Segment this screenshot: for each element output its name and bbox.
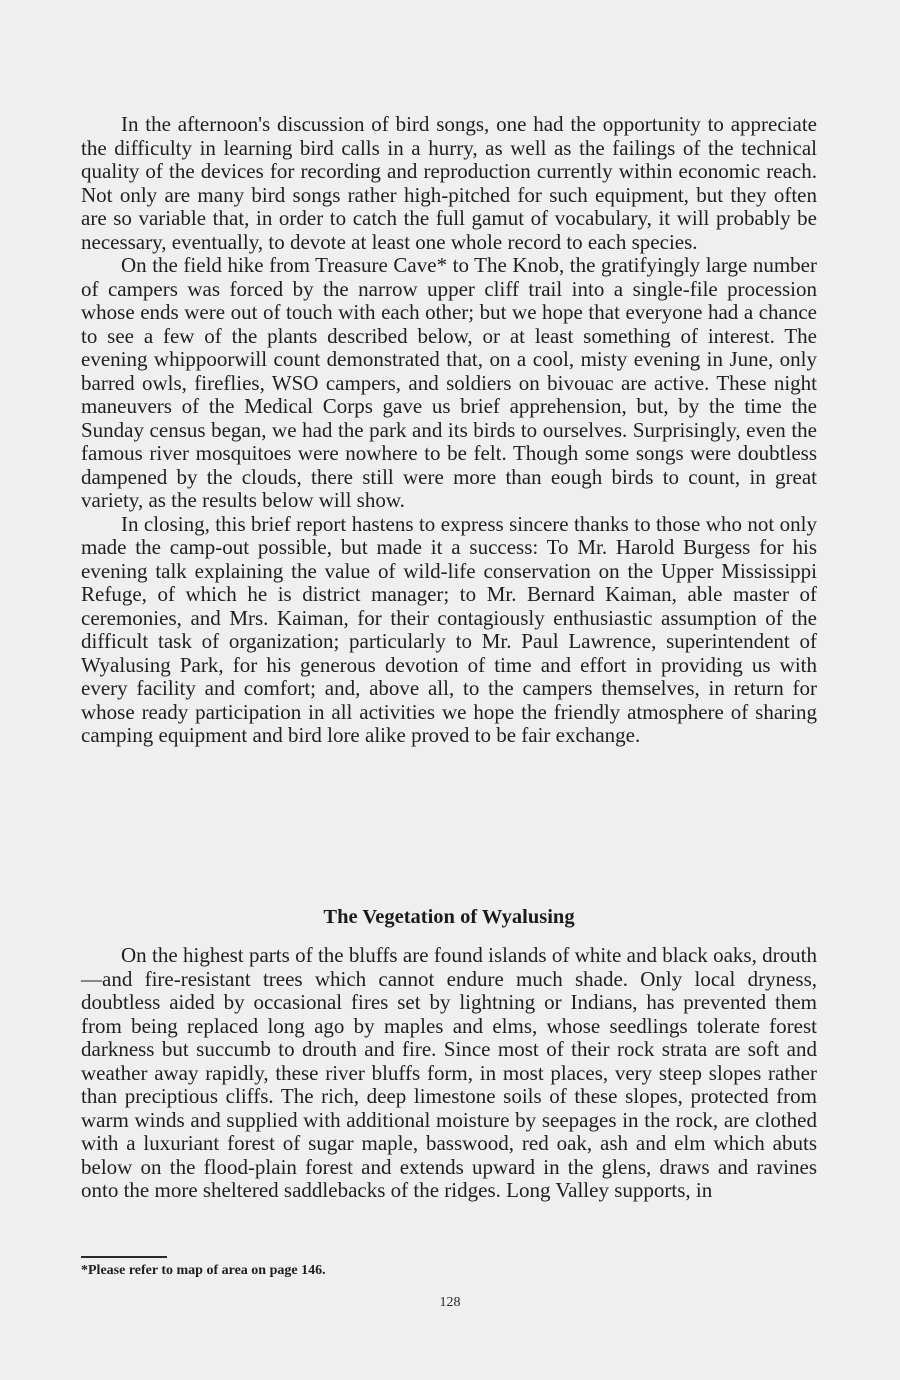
footnote-divider	[81, 1256, 167, 1258]
section-heading: The Vegetation of Wyalusing	[323, 906, 575, 928]
paragraph-vegetation: On the highest parts of the bluffs are found islands of white and black oaks, drouth—and fire-resistant trees which cannot endure much shade. Only local dryness, doubtless aided by occasional fires set by lightning or Indians, has prevented them from being replaced long ago by maples and elms, whose seedlings tolerate forest darkness but succumb to drouth and fire. Since most of their rock strata are soft and weather away rapidly, these river bluffs form, in most places, very steep slopes rather than preciptious cliffs. The rich, deep limestone soils of these slopes, protected from warm winds and supplied with additional moisture by seepages in the rock, are clothed with a luxuriant forest of sugar maple, basswood, red oak, ash and elm which abuts below on the flood-plain forest and extends upward in the glens, draws and ravines onto the more sheltered saddlebacks of the ridges. Long Valley supports, in	[81, 943, 817, 1202]
body-text-before-heading	[81, 113, 817, 748]
paragraph-field-hike: On the field hike from Treasure Cave* to The Knob, the gratifyingly large number of campers was forced by the narrow upper cliff trail into a single-file procession whose ends were out of touch with each other; but we hope that everyone had a chance to see a few of the plants described below, or at least something of interest. The evening whippoorwill count demonstrated that, on a cool, misty evening in June, only barred owls, fireflies, WSO campers, and soldiers on bivouac are active. These night maneuvers of the Medical Corps gave us brief apprehension, but, by the time the Sunday census began, we had the park and its birds to ourselves. Surprisingly, even the famous river mosquitoes were nowhere to be felt. Though some songs were doubtless dampened by the clouds, there still were more than eough birds to count, in great variety, as the results below will show.	[81, 253, 817, 512]
body-text-after-heading	[81, 944, 817, 1203]
paragraph-closing-thanks: In closing, this brief report hastens to express sincere thanks to those who not only made the camp-out possible, but made it a success: To Mr. Harold Burgess for his evening talk explaining the value of wild-life conservation on the Upper Mississippi Refuge, of which he is district manager; to Mr. Bernard Kaiman, able master of ceremonies, and Mrs. Kaiman, for their contagiously enthusiastic assumption of the difficult task of organization; particularly to Mr. Paul Lawrence, superintendent of Wyalusing Park, for his generous devotion of time and effort in providing us with every facility and comfort; and, above all, to the campers themselves, in return for whose ready participation in all activities we hope the friendly atmosphere of sharing camping equipment and bird lore alike proved to be fair exchange.	[81, 511, 817, 747]
page-number: 128	[439, 1295, 461, 1310]
paragraph-bird-songs: In the afternoon's discussion of bird songs, one had the opportunity to appreciate the difficulty in learning bird calls in a hurry, as well as the failings of the technical quality of the devices for recording and reproduction currently within economic reach. Not only are many bird songs rather high-pitched for such equipment, but they often are so variable that, in order to catch the full gamut of vocabulary, it will probably be necessary, eventually, to devote at least one whole record to each species.	[81, 112, 817, 254]
footnote: *Please refer to map of area on page 146.	[81, 1263, 326, 1278]
